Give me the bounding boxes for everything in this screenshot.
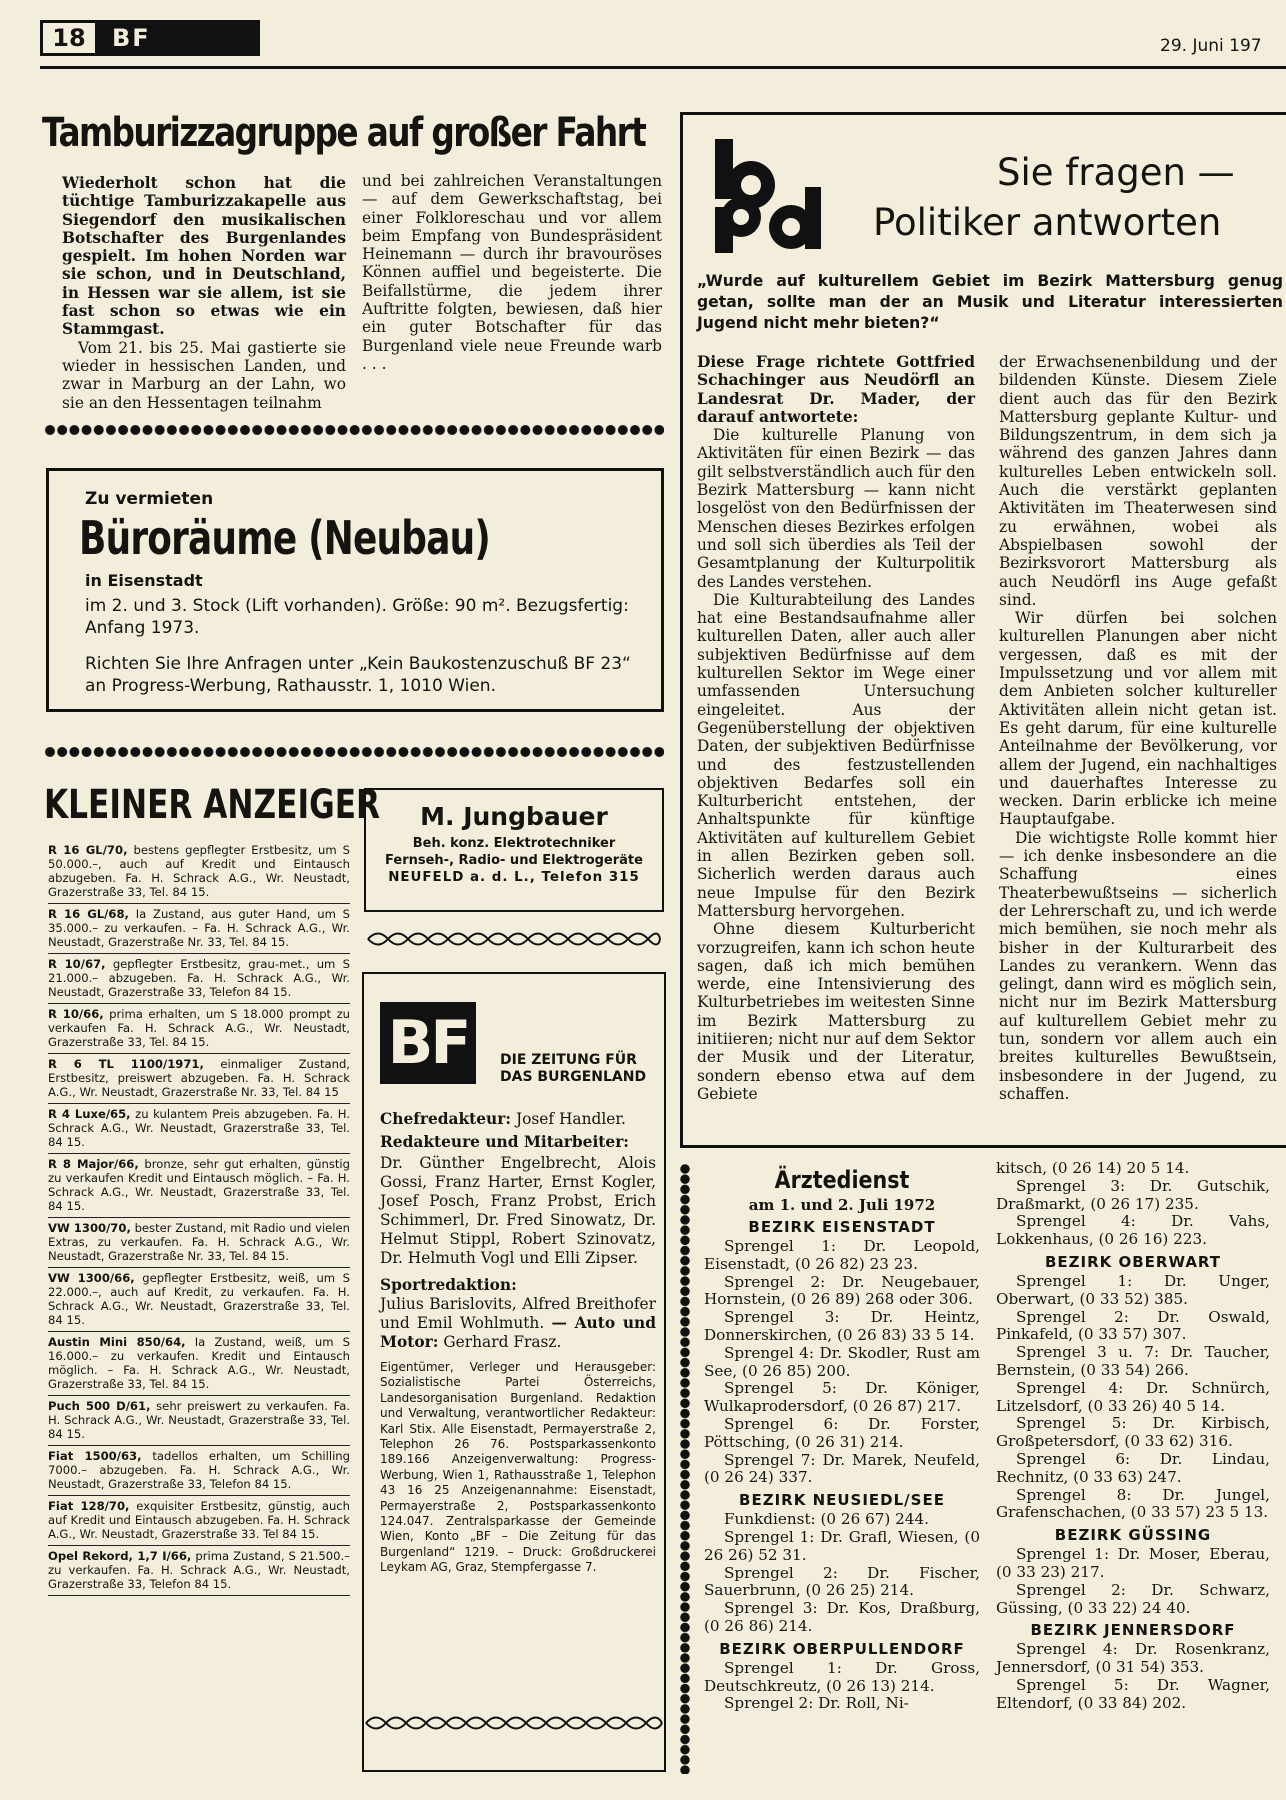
classified-text: prima Zustand, S 21.500.– zu verkaufen. Fa. H. Schrack A.G., Wr. Neustadt, Grazerstraße 33, Telefon 84 15.	[48, 1549, 350, 1591]
interview-paragraph: Die Kulturabteilung des Landes hat eine Bestandsaufnahme aller kulturellen Daten, aller auch aller subjektiven Bedürfnisse auf dem kulturellen Sektor im Wege einer umfassenden Untersuchung eingeleitet. Aus der Gegenüberstellung der objektiven Daten, der subjektiven Bedürfnisse und des festzustellenden objektiven Bedarfes soll ein Kulturbericht entstehen, der Anhaltspunkte für künftige Aktivitäten auf kulturellem Gebiet in allen Bezirken geben soll. Sicherlich werden daraus auch neue Impulse für den Bezirk Mattersburg hervorgehen.	[697, 590, 975, 920]
rental-ad	[46, 468, 664, 712]
doctor-entry: Sprengel 2: Dr. Neugebauer, Hornstein, (0 26 89) 268 oder 306.	[704, 1272, 980, 1309]
doctor-entry: Sprengel 1: Dr. Gross, Deutschkreutz, (0 26 13) 214.	[704, 1658, 980, 1695]
issue-date: 29. Juni 197	[1160, 36, 1262, 56]
ad-kicker: Zu vermieten	[85, 489, 214, 509]
classified-model: VW 1300/70,	[48, 1221, 131, 1235]
interview-column-2	[999, 353, 1277, 1103]
classified-model: Austin Mini 850/64,	[48, 1335, 186, 1349]
ad-contact: Richten Sie Ihre Anfragen unter „Kein Baukostenzuschuß BF 23“ an Progress-Werbung, Rathausstr. 1, 1010 Wien.	[85, 654, 631, 696]
classified-text: gepflegter Erstbesitz, weiß, um S 22.000.–, auch auf Kredit, zu verkaufen. Fa. H. Schrack A.G., Wr. Neustadt, Grazerstraße 33, Tel. 84 15.	[48, 1271, 350, 1327]
ornament-divider	[364, 926, 664, 952]
classified-text: zu kulantem Preis abzugeben. Fa. H. Schrack A.G., Wr. Neustadt, Grazerstraße 33, Tel. 84 15.	[48, 1107, 350, 1149]
classified-model: R 6 TL 1100/1971,	[48, 1057, 204, 1071]
classified-model: R 4 Luxe/65,	[48, 1107, 131, 1121]
interview-paragraph: der Erwachsenenbildung und der bildenden Künste. Diesem Ziele dient auch das für den Bezirk Mattersburg geplante Kultur- und Bildungszentrum, in dem sich ja während des ganzen Jahres dann kulturelles Leben entwickeln soll. Auch die verstärkt geplanten Aktivitäten im Theaterwesen sind zu erwähnen, wobei als Abspielbasen sowohl der Bezirksvorort Mattersburg als auch Neudörfl ins Auge gefaßt sind.	[999, 353, 1277, 609]
doctor-entry: Sprengel 5: Dr. Kirbisch, Großpetersdorf, (0 33 62) 316.	[996, 1414, 1270, 1451]
classified-model: R 8 Major/66,	[48, 1157, 139, 1171]
classifieds-title: KLEINER ANZEIGER	[44, 782, 381, 828]
jungbauer-line2: Fernseh-, Radio- und Elektrogeräte	[385, 853, 643, 868]
doctor-entry: Sprengel 3 u. 7: Dr. Taucher, Bernstein, (0 33 54) 266.	[996, 1343, 1270, 1379]
classified-item	[48, 1218, 350, 1268]
doctor-entry: Sprengel 4: Dr. Rosenkranz, Jennersdorf, (0 31 54) 353.	[996, 1640, 1270, 1677]
interview-paragraph: Wir dürfen bei solchen kulturellen Planungen aber nicht vergessen, daß es mit der Impulssetzung und vor allem mit dem Anbieten solcher kultureller Aktivitäten allein nicht getan ist. Es geht darum, für eine kulturelle Anteilnahme der Bevölkerung, vor allem der Jugend, ein nachhaltiges und dauerhaftes Interesse zu wecken. Darin erblicke ich meine Hauptaufgabe.	[999, 609, 1277, 829]
classified-item	[48, 1496, 350, 1546]
sport-names: Julius Barislovits, Alfred Breithofer und Emil Wohlmuth.	[380, 1295, 656, 1332]
vertical-dot-divider	[679, 1164, 691, 1774]
tagline-line2: DAS BURGENLAND	[500, 1069, 647, 1085]
editors-names: Dr. Günther Engelbrecht, Alois Gossi, Franz Harter, Ernst Kogler, Josef Posch, Franz Probst, Erich Schimmerl, Dr. Fred Sinowatz, Dr. Helmut Stippl, Robert Szinovatz, Dr. Helmuth Vogl und Elli Zipser.	[380, 1154, 656, 1267]
doctor-entry: Sprengel 2: Dr. Fischer, Sauerbrunn, (0 26 25) 214.	[704, 1563, 980, 1600]
dot-divider	[44, 424, 664, 436]
doctor-entry: kitsch, (0 26 14) 20 5 14.	[996, 1159, 1190, 1177]
doctor-entry: Sprengel 4: Dr. Vahs, Lokkenhaus, (0 26 16) 223.	[996, 1212, 1270, 1249]
chef-label: Chefredakteur:	[380, 1110, 512, 1128]
classified-text: bester Zustand, mit Radio und vielen Extras, zu verkaufen. Fa. H. Schrack A.G., Wr. Neustadt, Grazerstraße Nr. 33, Tel. 84 15.	[48, 1221, 351, 1263]
doctor-entry: Sprengel 8: Dr. Jungel, Grafenschachen, (0 33 57) 23 5 13.	[996, 1485, 1270, 1522]
classified-item	[48, 1546, 350, 1596]
impressum-staff	[380, 1110, 656, 1576]
ad-details: im 2. und 3. Stock (Lift vorhanden). Größe: 90 m². Bezugsfertig: Anfang 1973.	[85, 596, 629, 638]
article-column-1	[62, 174, 346, 412]
doctor-entry: Funkdienst: (0 26 67) 244.	[724, 1510, 929, 1529]
doctor-entry: Sprengel 3: Dr. Heintz, Donnerskirchen, (0 26 83) 33 5 14.	[704, 1308, 980, 1344]
auto-name: Gerhard Frasz.	[443, 1333, 562, 1351]
classified-item	[48, 1054, 350, 1104]
interview-paragraph: Die kulturelle Planung von Aktivitäten für einen Bezirk — das gilt selbstverständlich auch für den Bezirk Mattersburg — kann nicht losgelöst von den Bedürfnissen der Menschen dieses Bezirkes erfolgen und soll sich überdies als Teil der Gesamtplanung der Kulturpolitik des Landes verstehen.	[697, 426, 975, 591]
classifieds-list	[48, 840, 350, 1596]
interview-title-line2: Politiker antworten	[873, 201, 1222, 244]
ad-location: in Eisenstadt	[85, 571, 203, 590]
classified-item	[48, 1446, 350, 1496]
classified-model: R 16 GL/68,	[48, 907, 129, 921]
aerztedienst-title: Ärztedienst	[774, 1166, 910, 1194]
district-heading: BEZIRK OBERWART	[1044, 1252, 1222, 1271]
dot-divider	[44, 746, 664, 758]
doctor-entry: Sprengel 1: Dr. Grafl, Wiesen, (0 26 26) 52 31.	[704, 1527, 980, 1564]
doctor-entry: Sprengel 1: Dr. Leopold, Eisenstadt, (0 26 82) 23 23.	[704, 1237, 980, 1273]
district-heading: BEZIRK OBERPULLENDORF	[719, 1639, 965, 1658]
classified-item	[48, 1268, 350, 1332]
classified-model: Puch 500 D/61,	[48, 1399, 151, 1413]
classified-text: bronze, sehr gut erhalten, günstig zu verkaufen Kredit und Eintausch möglich. – Fa. H. Schrack A.G., Wr. Neustadt, Grazerstraße 33, Tel. 84 15.	[48, 1157, 351, 1213]
doctor-entry: Sprengel 4: Dr. Schnürch, Litzelsdorf, (0 33 26) 40 5 14.	[996, 1378, 1270, 1415]
doctor-entry: Sprengel 3: Dr. Kos, Draßburg, (0 26 86) 214.	[704, 1599, 980, 1635]
aerztedienst-entries	[704, 1218, 980, 1713]
classified-model: VW 1300/66,	[48, 1271, 135, 1285]
classified-text: prima erhalten, um S 18.000 prompt zu verkaufen Fa. H. Schrack A.G., Wr. Neustadt, Grazerstraße 33, Tel. 84 15.	[48, 1007, 351, 1049]
classified-text: Ia Zustand, aus guter Hand, um S 35.000.– zu verkaufen. – Fa. H. Schrack A.G., Wr. Neustadt, Grazerstraße Nr. 33, Tel. 84 15.	[48, 907, 351, 949]
editors-label: Redakteure und Mitarbeiter:	[380, 1133, 629, 1151]
classified-item	[48, 1104, 350, 1154]
ornament-divider	[362, 1710, 666, 1736]
district-heading: BEZIRK NEUSIEDL/SEE	[739, 1491, 945, 1510]
auto-label: — Auto und Motor:	[380, 1314, 656, 1351]
spo-bpd-logo	[707, 135, 827, 257]
sport-label: Sportredaktion:	[380, 1276, 517, 1294]
classified-model: R 16 GL/70,	[48, 843, 128, 857]
doctor-entry: Sprengel 4: Dr. Skodler, Rust am See, (0 26 85) 200.	[704, 1343, 980, 1380]
classified-item	[48, 954, 350, 1004]
interview-paragraph: Die wichtigste Rolle kommt hier — ich denke insbesondere an die Schaffung eines Theaterbewußtseins — sicherlich der Lehrerschaft zu, und ich werde mich bemühen, sie noch mehr als bisher in der Kulturarbeit des Landes zu verankern. Wenn das gelingt, dann wird es möglich sein, nicht nur im Bezirk Mattersburg auf kulturellem Gebiet mehr zu tun, sondern vor allem auch ein breites kulturelles Bewußtsein, insbesondere in der Jugend, zu schaffen.	[999, 828, 1277, 1103]
aerztedienst-dates: am 1. und 2. Juli 1972	[748, 1196, 936, 1214]
tagline-line1: DIE ZEITUNG FÜR	[500, 1052, 637, 1068]
classified-item	[48, 1154, 350, 1218]
aerztedienst-column-1	[704, 1166, 980, 1713]
doctor-entry: Sprengel 2: Dr. Schwarz, Güssing, (0 33 22) 24 40.	[996, 1580, 1270, 1617]
classified-item	[48, 1396, 350, 1446]
bf-logo: BF	[380, 1002, 476, 1084]
classified-text: bestens gepflegter Erstbesitz, um S 50.000.–, auch auf Kredit und Eintausch abzugeben. Fa. H. Schrack A.G., Wr. Neustadt, Grazerstraße 33, Tel. 84 15.	[48, 843, 351, 899]
header-rule	[40, 66, 1286, 69]
aerztedienst-column-2	[996, 1160, 1270, 1713]
classified-model: R 10/66,	[48, 1007, 104, 1021]
jungbauer-name: M. Jungbauer	[420, 802, 608, 831]
doctor-entry: Sprengel 6: Dr. Lindau, Rechnitz, (0 33 63) 247.	[996, 1449, 1270, 1486]
page-number: 18	[40, 20, 98, 56]
impressum-box	[362, 972, 666, 1772]
interview-question: „Wurde auf kulturellem Gebiet im Bezirk Mattersburg genug getan, sollte man der an Musik und Literatur interessierten Jugend nicht mehr bieten?“	[697, 272, 1283, 332]
impressum-tagline	[500, 1052, 646, 1086]
classified-text: gepflegter Erstbesitz, grau-met., um S 21.000.– abzugeben. Fa. H. Schrack A.G., Wr. Neustadt, Grazerstraße 33, Telefon 84 15.	[48, 957, 350, 999]
interview-column-1	[697, 353, 975, 1103]
classified-item	[48, 904, 350, 954]
interview-title-line1: Sie fragen —	[997, 151, 1235, 194]
jungbauer-ad	[364, 788, 664, 912]
jungbauer-line3: NEUFELD a. d. L., Telefon 315	[388, 870, 640, 885]
article-paragraph: und bei zahlreichen Veranstaltungen — auf dem Gewerkschaftstag, bei einer Folkloreschau und vor allem beim Empfang von Bundespräsident Heinemann — durch ihr bravouröses Können auffiel und begeisterte. Die Beifallstürme, die jedem ihrer Auftritte folgten, bewiesen, daß hier ein guter Botschafter für das Burgenland viele neue Freunde warb . . .	[362, 172, 662, 373]
classified-item	[48, 840, 350, 904]
classified-model: Opel Rekord, 1,7 I/66,	[48, 1549, 192, 1563]
district-heading: BEZIRK GÜSSING	[1054, 1526, 1212, 1545]
classified-text: tadellos erhalten, um Schilling 7000.– abzugeben. Fa. H. Schrack A.G., Wr. Neustadt, Grazerstraße 33, Telefon 84 15.	[48, 1449, 351, 1491]
doctor-entry: Sprengel 2: Dr. Oswald, Pinkafeld, (0 33 57) 307.	[996, 1307, 1270, 1344]
paper-banner: BF	[98, 20, 260, 56]
jungbauer-line1: Beh. konz. Elektrotechniker	[412, 836, 616, 851]
classified-text: sehr preiswert zu verkaufen. Fa. H. Schrack A.G., Wr. Neustadt, Grazerstraße 33, Tel. 84 15.	[48, 1399, 351, 1441]
interview-box	[680, 112, 1286, 1148]
classified-text: exquisiter Erstbesitz, günstig, auch auf Kredit und Eintausch abzugeben. Fa. H. Schrack A.G., Wr. Neustadt, Grazerstraße 33. Tel 84 15.	[48, 1499, 351, 1541]
interview-intro: Diese Frage richtete Gottfried Schachinger aus Neudörfl an Landesrat Dr. Mader, der darauf antwortete:	[697, 353, 975, 426]
classified-item	[48, 1332, 350, 1396]
chef-name: Josef Handler.	[515, 1110, 626, 1128]
classified-model: Fiat 128/70,	[48, 1499, 130, 1513]
doctor-entry: Sprengel 6: Dr. Forster, Pöttsching, (0 26 31) 214.	[704, 1414, 980, 1451]
district-heading: BEZIRK EISENSTADT	[748, 1218, 936, 1236]
article-intro: Wiederholt schon hat die tüchtige Tamburizzakapelle aus Siegendorf den musikalischen Botschafter des Burgenlandes gespielt. Im hohen Norden war sie schon, und in Deutschland, in Hessen war sie allem, ist sie fast schon so etwas wie ein Stammgast.	[62, 174, 346, 339]
ad-title: Büroräume (Neubau)	[79, 511, 491, 565]
doctor-entry: Sprengel 5: Dr. Königer, Wulkaprodersdorf, (0 26 87) 217.	[704, 1379, 980, 1416]
article-column-2	[362, 172, 662, 373]
interview-paragraph: Ohne diesem Kulturbericht vorzugreifen, kann ich schon heute sagen, daß ich mich bemühen werde, eine Intensivierung des Kulturbetriebes im weitesten Sinne im Bezirk Mattersburg zu initiieren; nicht nur auf dem Sektor der Musik und der Literatur, sondern ebenso etwa auf dem Gebiete	[697, 920, 975, 1103]
doctor-entry: Sprengel 1: Dr. Moser, Eberau, (0 33 23) 217.	[996, 1545, 1270, 1581]
doctor-entry: Sprengel 2: Dr. Roll, Ni-	[724, 1694, 909, 1713]
impressum-legal: Eigentümer, Verleger und Herausgeber: Sozialistische Partei Österreichs, Landesorganisation Burgenland. Redaktion und Verwaltung, verantwortlicher Redakteur: Karl Stix. Alle Eisenstadt, Permayerstraße 2, Telephon 26 76. Postsparkassenkonto 189.166 Anzeigenverwaltung: Progress-Werbung, Wien 1, Rathausstraße 1, Telephon 43 16 25 Anzeigenannahme: Eisenstadt, Permayerstraße 2, Postsparkassenkonto 124.047. Zentralsparkasse der Gemeinde Wien, Konto „BF – Die Zeitung für das Burgenland“ 1219. – Druck: Großdruckerei Leykam AG, Graz, Stempfergasse 7.	[380, 1360, 656, 1575]
article-headline: Tamburizzagruppe auf großer Fahrt	[42, 110, 646, 156]
doctor-entry: Sprengel 7: Dr. Marek, Neufeld, (0 26 24) 337.	[704, 1450, 980, 1487]
aerztedienst-entries	[996, 1160, 1270, 1713]
doctor-entry: Sprengel 5: Dr. Wagner, Eltendorf, (0 33 84) 202.	[996, 1675, 1270, 1712]
district-heading: BEZIRK JENNERSDORF	[1030, 1621, 1236, 1640]
classified-text: einmaliger Zustand, Erstbesitz, preiswert abzugeben. Fa. H. Schrack A.G., Wr. Neustadt, Grazerstraße Nr. 33, Tel. 84 15	[48, 1057, 350, 1099]
doctor-entry: Sprengel 1: Dr. Unger, Oberwart, (0 33 52) 385.	[996, 1271, 1270, 1308]
doctor-entry: Sprengel 3: Dr. Gutschik, Draßmarkt, (0 26 17) 235.	[996, 1176, 1270, 1213]
classified-model: R 10/67,	[48, 957, 106, 971]
classified-item	[48, 1004, 350, 1054]
classified-text: Ia Zustand, weiß, um S 16.000.– zu verkaufen. Kredit und Eintausch möglich. – Fa. H. Schrack A.G., Wr. Neustadt, Grazerstraße 33, Tel. 84 15.	[48, 1335, 351, 1391]
classified-model: Fiat 1500/63,	[48, 1449, 142, 1463]
article-paragraph: Vom 21. bis 25. Mai gastierte sie wieder in hessischen Landen, und zwar in Marburg an der Lahn, wo sie an den Hessentagen teilnahm	[62, 338, 346, 412]
